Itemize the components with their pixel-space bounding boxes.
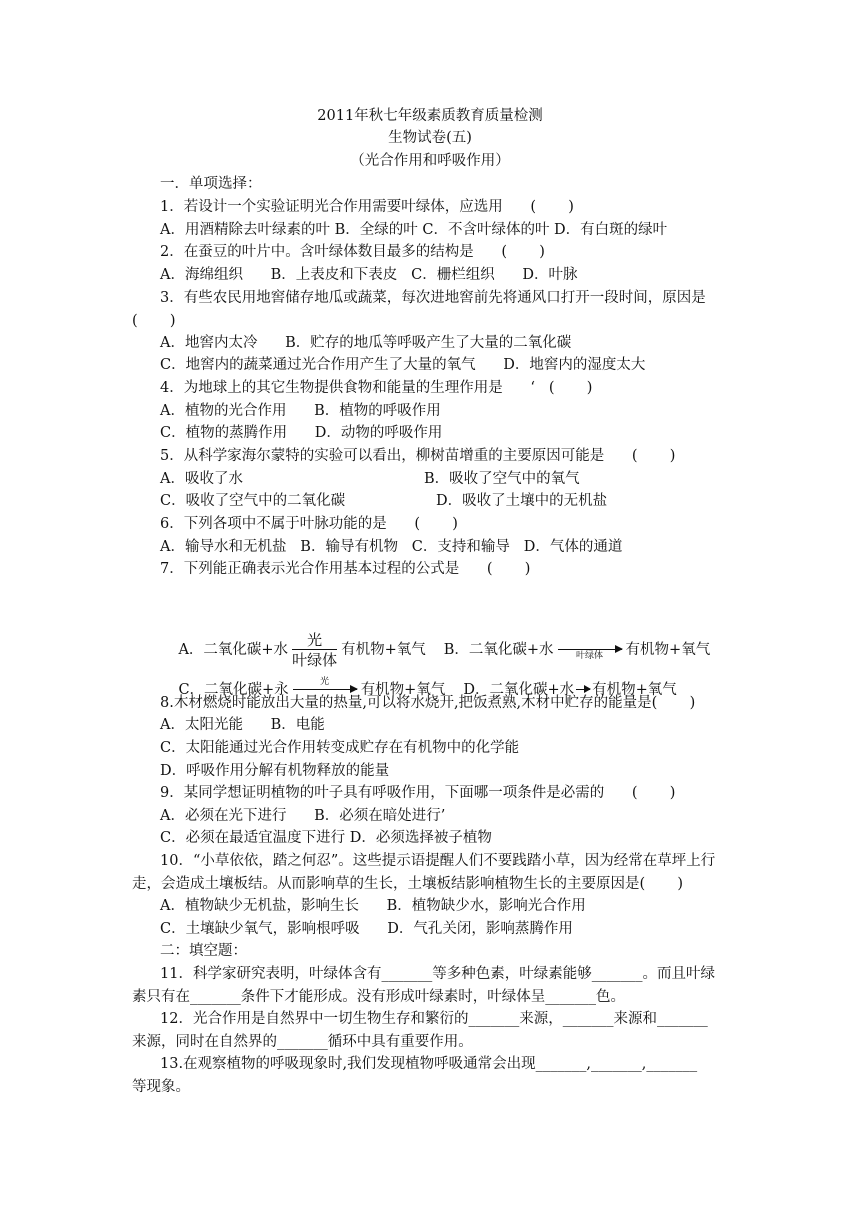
q2-stem: 2．在蚕豆的叶片中。含叶绿体数目最多的结构是 ( ) [160, 244, 545, 260]
q5-option-c: C．吸收了空气中的二氧化碳 [160, 493, 346, 509]
q4-stem: 4．为地球上的其它生物提供食物和能量的生理作用是 ‘ ( ) [160, 380, 593, 396]
section-heading-fill: 二：填空题： [160, 943, 247, 959]
q8-stem: 8.木材燃烧时能放出大量的热量,可以将水烧开,把饭煮熟,木材中贮存的能量是( ) [160, 695, 696, 711]
q6-stem: 6．下列各项中不属于叶脉功能的是 ( ) [160, 516, 458, 532]
exam-title: 2011年秋七年级素质教育质量检测 [317, 108, 543, 124]
q1-options: A．用酒精除去叶绿素的叶 B．全绿的叶 C．不含叶绿体的叶 D．有白斑的绿叶 [160, 222, 668, 238]
q7-option-b-reactants: B．二氧化碳+水 [443, 642, 554, 658]
q8-option-c: C．太阳能通过光合作用转变成贮存在有机物中的化学能 [160, 740, 520, 756]
q7-stem: 7．下列能正确表示光合作用基本过程的公式是 ( ) [160, 561, 531, 577]
exam-subtitle: 生物试卷(五) [388, 130, 472, 146]
q11-line2: 素只有在_______条件下才能形成。没有形成叶绿素时，叶绿体呈_______色。 [132, 989, 625, 1005]
q13-line2: 等现象。 [132, 1079, 190, 1095]
q5-option-a: A．吸收了水 [160, 471, 243, 487]
q9-options-cd: C．必须在最适宜温度下进行 D．必须选择被子植物 [160, 830, 492, 846]
q7-option-d-reactants: D．二氧化碳+水 [463, 682, 575, 698]
q7-option-d-products: 有机物+氧气 [592, 682, 677, 698]
q7-option-a-products: 有机物+氧气 [341, 642, 426, 658]
q7-option-c-reactants: C．二氧化碳+永 [178, 682, 289, 698]
q5-stem: 5．从科学家海尔蒙特的实验可以看出，柳树苗增重的主要原因可能是 ( ) [160, 448, 676, 464]
q9-options-ab: A．必须在光下进行 B．必须在暗处进行’ [160, 808, 446, 824]
q7-option-b-arrow-label: 叶绿体 [576, 651, 604, 661]
q3-stem-continued: ( ) [132, 313, 176, 329]
q10-options-cd: C．土壤缺少氧气，影响根呼吸 D．气孔关闭，影响蒸腾作用 [160, 921, 573, 937]
q3-stem: 3．有些农民用地窖储存地瓜或蔬菜，每次进地窖前先将通风口打开一段时间，原因是 [160, 290, 706, 306]
q11-line1: 11．科学家研究表明，叶绿体含有_______等多种色素，叶绿素能够_______。而且叶绿 [160, 966, 715, 982]
q3-options-cd: C．地窖内的蔬菜通过光合作用产生了大量的氧气 D．地窖内的湿度太大 [160, 357, 646, 373]
q7-option-b-products: 有机物+氧气 [625, 642, 711, 658]
q2-options: A．海绵组织 B．上表皮和下表皮 C．栅栏组织 D．叶脉 [160, 267, 578, 283]
q1-stem: 1．若设计一个实验证明光合作用需要叶绿体，应选用 ( ) [160, 199, 574, 215]
q4-options-cd: C．植物的蒸腾作用 D．动物的呼吸作用 [160, 425, 443, 441]
q12-line2: 来源，同时在自然界的_______循环中具有重要作用。 [132, 1034, 473, 1050]
exam-topic: （光合作用和呼吸作用） [350, 153, 510, 169]
q10-stem: 10．“小草依依，踏之何忍”。这些提示语提醒人们不要践踏小草，因为经常在草坪上行 [160, 853, 716, 869]
q4-options-ab: A．植物的光合作用 B．植物的呼吸作用 [160, 403, 441, 419]
q3-options-ab: A．地窖内太冷 B．贮存的地瓜等呼吸产生了大量的二氧化碳 [160, 335, 572, 351]
q6-options: A．输导水和无机盐 B．输导有机物 C．支持和输导 D．气体的通道 [160, 539, 623, 555]
q7-option-a-reactants: A．二氧化碳+水 [178, 642, 289, 658]
q5-option-b: B．吸收了空气中的氧气 [424, 471, 580, 487]
q7-option-c-arrow-label: 光 [320, 677, 330, 687]
q7-formula-row-ab [160, 590, 711, 669]
q7-option-b-arrow [558, 640, 622, 660]
q12-line1: 12．光合作用是自然界中一切生物生存和繁衍的_______来源，_______来源和_______ [160, 1011, 708, 1027]
q10-stem-continued: 走，会造成土壤板结。从而影响草的生长，土壤板结影响植物生长的主要原因是( ) [132, 876, 684, 892]
section-heading-choice: 一．单项选择： [160, 176, 262, 192]
q10-options-ab: A．植物缺少无机盐，影响生长 B．植物缺少水，影响光合作用 [160, 898, 586, 914]
q13-line1: 13.在观察植物的呼吸现象时,我们发现植物呼吸通常会出现_______,_______,_______ [160, 1056, 698, 1072]
q9-stem: 9．某同学想证明植物的叶子具有呼吸作用，下面哪一项条件是必需的 ( ) [160, 785, 676, 801]
q7-option-a-chloroplast: 叶绿体 [292, 650, 338, 669]
q5-option-d: D．吸收了土壤中的无机盐 [436, 493, 608, 509]
q8-option-d: D．呼吸作用分解有机物释放的能量 [160, 763, 390, 779]
q7-option-a-light: 光 [292, 631, 337, 650]
q7-option-c-products: 有机物+氧气 [360, 682, 446, 698]
q8-options-ab: A．太阳光能 B．电能 [160, 717, 325, 733]
